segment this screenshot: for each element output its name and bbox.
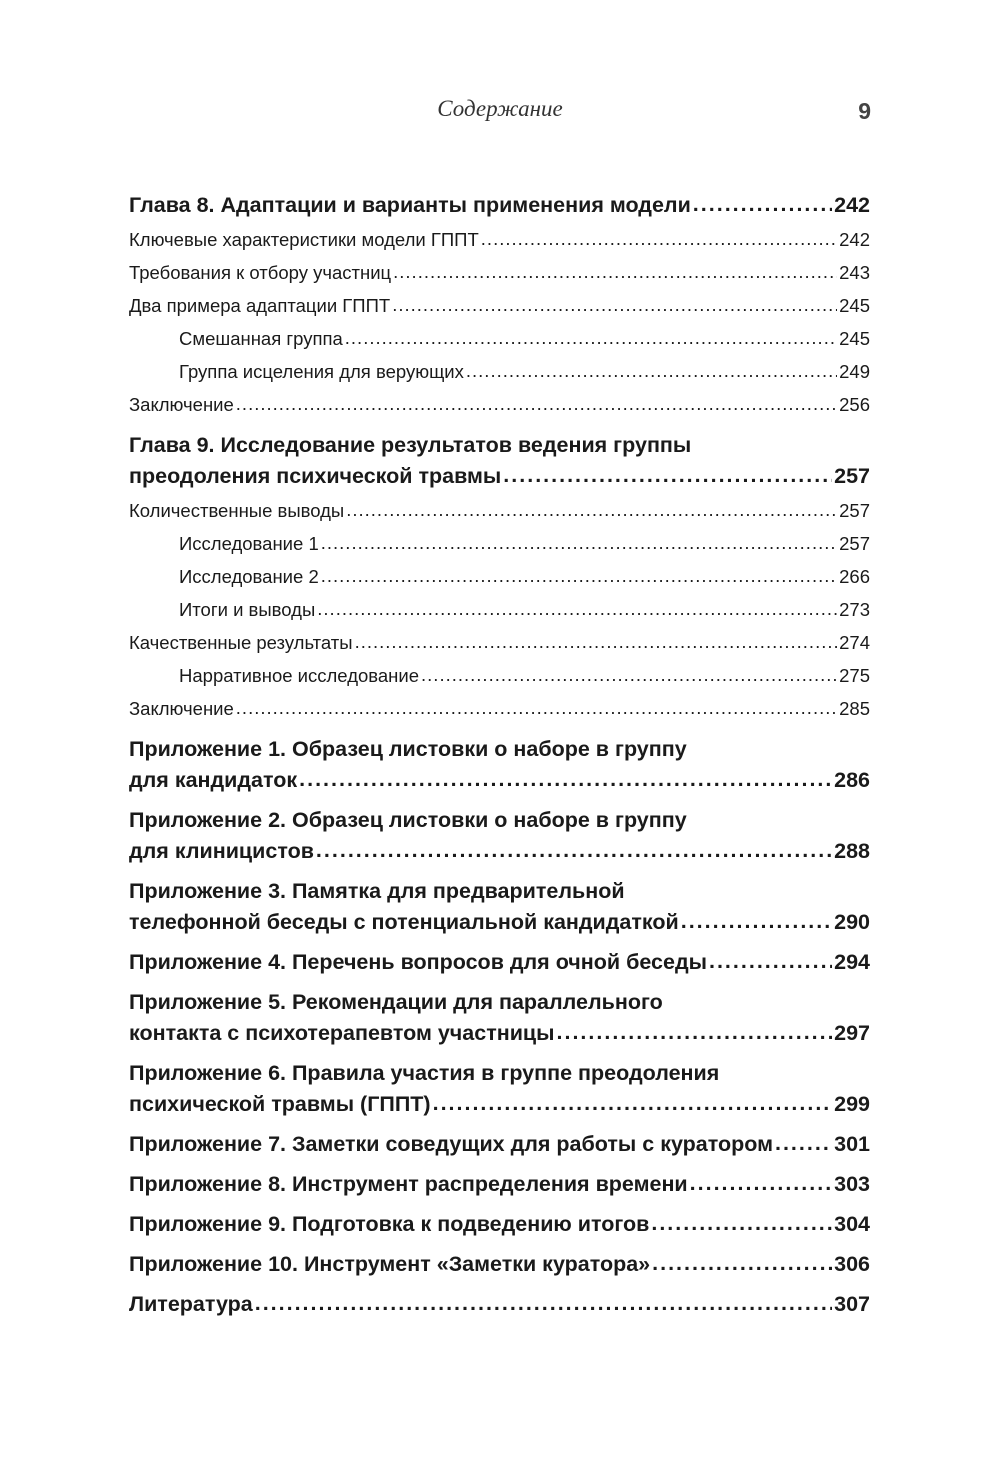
- toc-entry-page: 285: [839, 698, 870, 719]
- toc-entry-title: Смешанная группа: [179, 328, 343, 349]
- dot-leader: [299, 764, 832, 795]
- dot-leader: [503, 460, 832, 491]
- toc-entry-page: 242: [839, 229, 870, 250]
- dot-leader: [481, 222, 837, 255]
- toc-entry-title: телефонной беседы с потенциальной кандидаткой: [129, 910, 679, 934]
- toc-entry-line: [129, 692, 870, 725]
- toc-entry-line: [129, 461, 870, 492]
- toc-entry-title-line: Приложение 5. Рекомендации для параллельного: [129, 990, 663, 1014]
- dot-leader: [690, 1168, 832, 1199]
- toc-entry-page: 257: [834, 464, 870, 488]
- dot-leader: [652, 1248, 832, 1279]
- toc-entry-title: Итоги и выводы: [179, 599, 316, 620]
- toc-entry-line: [129, 223, 870, 256]
- toc-entry-line: [129, 626, 870, 659]
- toc-entry-title: Приложение 8. Инструмент распределения времени: [129, 1172, 688, 1196]
- toc-entry[interactable]: [129, 1129, 870, 1160]
- toc-entry-line: [179, 593, 870, 626]
- toc-entry[interactable]: [129, 987, 870, 1049]
- dot-leader: [321, 559, 837, 592]
- toc-entry[interactable]: [129, 659, 870, 692]
- table-of-contents: [129, 190, 870, 1322]
- toc-entry-line: [129, 765, 870, 796]
- toc-entry-title: Глава 8. Адаптации и варианты применения модели: [129, 193, 691, 217]
- toc-entry-title-line: Приложение 2. Образец листовки о наборе в группу: [129, 808, 687, 832]
- toc-entry-page: 245: [839, 328, 870, 349]
- toc-entry-page: 256: [839, 394, 870, 415]
- toc-entry-title: Исследование 2: [179, 566, 319, 587]
- toc-entry-page: 286: [834, 768, 870, 792]
- dot-leader: [557, 1017, 833, 1048]
- toc-entry-page: 301: [834, 1132, 870, 1156]
- toc-entry[interactable]: [129, 805, 870, 867]
- toc-entry-line: [129, 1289, 870, 1320]
- toc-entry[interactable]: [129, 593, 870, 626]
- toc-entry-line: [129, 1249, 870, 1280]
- dot-leader: [709, 946, 832, 977]
- toc-entry-title: Исследование 1: [179, 533, 319, 554]
- toc-entry-line: [129, 190, 870, 221]
- toc-entry-title: Два примера адаптации ГППТ: [129, 295, 391, 316]
- toc-entry-title-line: Приложение 1. Образец листовки о наборе в группу: [129, 737, 687, 761]
- toc-entry-title: Ключевые характеристики модели ГППТ: [129, 229, 479, 250]
- toc-entry-title: преодоления психической травмы: [129, 464, 502, 488]
- page-number: 9: [858, 98, 871, 124]
- toc-entry[interactable]: [129, 256, 870, 289]
- toc-entry[interactable]: [129, 355, 870, 388]
- toc-entry-title: Нарративное исследование: [179, 665, 420, 686]
- toc-entry[interactable]: [129, 289, 870, 322]
- toc-entry[interactable]: [129, 388, 870, 421]
- dot-leader: [317, 592, 837, 625]
- toc-entry-page: 306: [834, 1252, 870, 1276]
- toc-entry-line: [129, 1018, 870, 1049]
- toc-entry-page: 290: [834, 910, 870, 934]
- toc-entry[interactable]: [129, 223, 870, 256]
- toc-entry-line: [129, 494, 870, 527]
- toc-entry[interactable]: [129, 190, 870, 221]
- toc-entry-line: [129, 907, 870, 938]
- toc-entry-title: Требования к отбору участниц: [129, 262, 392, 283]
- toc-entry-page: 249: [839, 361, 870, 382]
- toc-entry-line: [129, 947, 870, 978]
- toc-entry[interactable]: [129, 1209, 870, 1240]
- dot-leader: [346, 493, 837, 526]
- dot-leader: [693, 189, 832, 220]
- toc-entry-title: контакта с психотерапевтом участницы: [129, 1021, 555, 1045]
- toc-entry[interactable]: [129, 430, 870, 492]
- toc-entry-line: [179, 659, 870, 692]
- dot-leader: [775, 1128, 832, 1159]
- toc-entry[interactable]: [129, 1169, 870, 1200]
- toc-entry-title: Группа исцеления для верующих: [179, 361, 464, 382]
- toc-entry-line: [129, 289, 870, 322]
- toc-entry-title: Количественные выводы: [129, 500, 345, 521]
- toc-entry-page: 273: [839, 599, 870, 620]
- toc-entry-page: 266: [839, 566, 870, 587]
- dot-leader: [393, 255, 837, 288]
- toc-entry-page: 304: [834, 1212, 870, 1236]
- running-title: Содержание: [437, 96, 563, 121]
- toc-entry[interactable]: [129, 1058, 870, 1120]
- dot-leader: [345, 321, 837, 354]
- toc-entry-title: Приложение 9. Подготовка к подведению итогов: [129, 1212, 650, 1236]
- toc-entry-line: [129, 1169, 870, 1200]
- dot-leader: [236, 691, 837, 724]
- dot-leader: [255, 1288, 832, 1319]
- toc-entry-page: 257: [839, 533, 870, 554]
- dot-leader: [355, 625, 838, 658]
- toc-entry-title-line: Приложение 3. Памятка для предварительной: [129, 879, 625, 903]
- toc-entry-page: 274: [839, 632, 870, 653]
- toc-entry[interactable]: [129, 876, 870, 938]
- toc-entry-title: психической травмы (ГППТ): [129, 1092, 431, 1116]
- toc-entry-title: Заключение: [129, 698, 234, 719]
- toc-entry-page: 245: [839, 295, 870, 316]
- toc-entry-page: 243: [839, 262, 870, 283]
- toc-entry[interactable]: [129, 947, 870, 978]
- toc-entry-title: Приложение 7. Заметки соведущих для работы с куратором: [129, 1132, 773, 1156]
- toc-entry-page: 242: [834, 193, 870, 217]
- toc-entry-line: [129, 1129, 870, 1160]
- toc-entry-title: Качественные результаты: [129, 632, 353, 653]
- toc-entry-title: для кандидаток: [129, 768, 298, 792]
- toc-entry[interactable]: [129, 560, 870, 593]
- dot-leader: [466, 354, 837, 387]
- toc-entry-title: Литература: [129, 1292, 253, 1316]
- toc-entry[interactable]: [129, 1289, 870, 1320]
- toc-entry-page: 294: [834, 950, 870, 974]
- toc-entry[interactable]: [129, 626, 870, 659]
- dot-leader: [316, 835, 832, 866]
- toc-entry-line: [179, 355, 870, 388]
- toc-entry[interactable]: [129, 527, 870, 560]
- toc-entry-title-line: Приложение 6. Правила участия в группе преодоления: [129, 1061, 720, 1085]
- toc-entry-title: Приложение 4. Перечень вопросов для очной беседы: [129, 950, 707, 974]
- dot-leader: [236, 387, 837, 420]
- toc-entry-line: [129, 388, 870, 421]
- dot-leader: [651, 1208, 832, 1239]
- dot-leader: [421, 658, 837, 691]
- toc-entry-page: 307: [834, 1292, 870, 1316]
- toc-entry[interactable]: [129, 692, 870, 725]
- toc-entry-title: Приложение 10. Инструмент «Заметки куратора»: [129, 1252, 651, 1276]
- toc-entry-page: 288: [834, 839, 870, 863]
- toc-entry-page: 303: [834, 1172, 870, 1196]
- toc-entry-title: для клиницистов: [129, 839, 314, 863]
- toc-entry-line: [179, 322, 870, 355]
- toc-entry[interactable]: [129, 1249, 870, 1280]
- dot-leader: [392, 288, 837, 321]
- toc-entry-page: 275: [839, 665, 870, 686]
- toc-entry-page: 297: [834, 1021, 870, 1045]
- dot-leader: [681, 906, 832, 937]
- toc-entry-page: 257: [839, 500, 870, 521]
- toc-entry-page: 299: [834, 1092, 870, 1116]
- toc-entry-title: Заключение: [129, 394, 234, 415]
- toc-entry-line: [179, 560, 870, 593]
- toc-entry[interactable]: [129, 734, 870, 796]
- toc-entry[interactable]: [129, 494, 870, 527]
- toc-entry-line: [129, 1089, 870, 1120]
- dot-leader: [433, 1088, 833, 1119]
- toc-entry[interactable]: [129, 322, 870, 355]
- toc-entry-title-line: Глава 9. Исследование результатов ведения группы: [129, 433, 692, 457]
- toc-entry-line: [129, 256, 870, 289]
- toc-entry-line: [179, 527, 870, 560]
- toc-entry-line: [129, 1209, 870, 1240]
- dot-leader: [321, 526, 837, 559]
- toc-entry-line: [129, 836, 870, 867]
- running-head: [0, 96, 1000, 130]
